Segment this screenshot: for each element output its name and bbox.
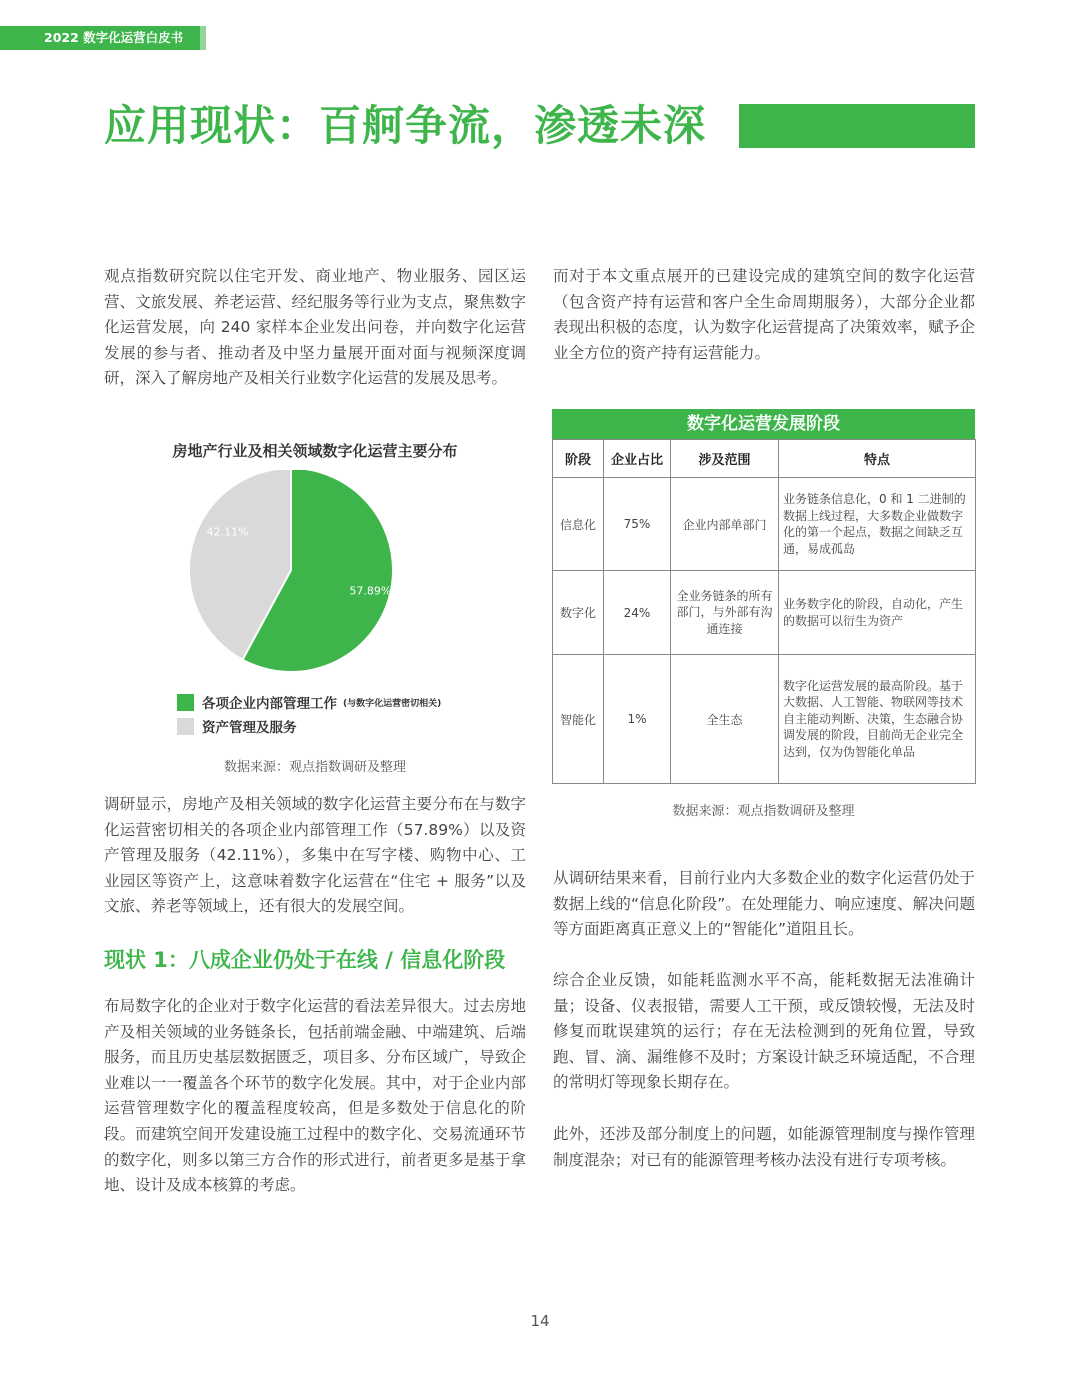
table-row (553, 478, 976, 571)
pie-label-0: 57.89% (349, 584, 392, 598)
legend-swatch-green (177, 694, 194, 711)
page-title: 应用现状：百舸争流，渗透未深 (104, 101, 707, 150)
table-cell: 1% (604, 655, 671, 784)
header-tab: 2022 数字化运营白皮书 (0, 26, 200, 50)
table-cell: 全业务链条的所有部门，与外部有沟通连接 (671, 571, 779, 655)
table-cell: 全生态 (671, 655, 779, 784)
table-header-row (553, 440, 976, 478)
table-cell: 业务链条信息化，0 和 1 二进制的数据上线过程，大多数企业做数字化的第一个起点，数据之间缺乏互通，易成孤岛 (779, 478, 976, 571)
left-paragraph-2: 调研显示，房地产及相关领域的数字化运营主要分布在与数字化运营密切相关的各项企业内部管理工作（57.89%）以及资产管理及服务（42.11%），多集中在写字楼、购物中心、工业园区等资产上，这意味着数字化运营在“住宅 + 服务”以及文旅、养老等领域上，还有很大的发展空间。 (104, 795, 526, 916)
legend-label: 资产管理及服务 (202, 720, 297, 736)
legend-item-internal (177, 690, 441, 714)
title-bar-decoration (739, 104, 975, 148)
table-cell: 信息化 (553, 478, 604, 571)
left-intro-paragraph: 观点指数研究院以住宅开发、商业地产、物业服务、园区运营、文旅发展、养老运营、经纪服务等行业为支点，聚焦数字化运营发展，向 240 家样本企业发出问卷，并向数字化运营发展的参与者、推动者及中坚力量展开面对面与视频深度调研，深入了解房地产及相关行业数字化运营的发展及思考。 (104, 267, 526, 388)
table (552, 439, 976, 784)
table-title: 数字化运营发展阶段 (552, 409, 975, 439)
page-number: 14 (530, 1312, 550, 1330)
legend-label: 各项企业内部管理工作 (202, 696, 337, 712)
left-paragraph-3: 布局数字化的企业对于数字化运营的看法差异很大。过去房地产及相关领域的业务链条长，包括前端金融、中端建筑、后端服务，而且历史基层数据匮乏，项目多、分布区域广，导致企业难以一一覆盖各个环节的数字化发展。其中，对于企业内部运营管理数字化的覆盖程度较高，但是多数处于信息化的阶段。而建筑空间开发建设施工过程中的数字化、交易流通环节的数字化，则多以第三方合作的形式进行，前者更多是基于拿地、设计及成本核算的考虑。 (104, 997, 526, 1195)
table-header: 特点 (779, 440, 976, 478)
table-row (553, 655, 976, 784)
table-cell: 数字化运营发展的最高阶段。基于大数据、人工智能、物联网等技术自主能动判断、决策，生态融合协调发展的阶段，目前尚无企业完全达到，仅为伪智能化单品 (779, 655, 976, 784)
right-paragraph-2: 从调研结果来看，目前行业内大多数企业的数字化运营仍处于数据上线的“信息化阶段”。在处理能力、响应速度、解决问题等方面距离真正意义上的“智能化”道阻且长。 (553, 869, 975, 939)
stage-table (552, 409, 975, 784)
pie-chart-title: 房地产行业及相关领域数字化运营主要分布 (172, 442, 458, 460)
table-header: 涉及范围 (671, 440, 779, 478)
legend-item-asset (177, 714, 441, 738)
table-header: 阶段 (553, 440, 604, 478)
pie-source: 数据来源：观点指数调研及整理 (223, 760, 406, 775)
table-cell: 企业内部单部门 (671, 478, 779, 571)
right-paragraph-4: 此外，还涉及部分制度上的问题，如能源管理制度与操作管理制度混杂；对已有的能源管理考核办法没有进行专项考核。 (553, 1125, 975, 1169)
table-row (553, 571, 976, 655)
pie-legend (177, 690, 441, 738)
table-source: 数据来源：观点指数调研及整理 (672, 804, 855, 819)
table-cell: 数字化 (553, 571, 604, 655)
right-intro-paragraph: 而对于本文重点展开的已建设完成的建筑空间的数字化运营（包含资产持有运营和客户全生命周期服务），大部分企业都表现出积极的态度，认为数字化运营提高了决策效率，赋予企业全方位的资产持有运营能力。 (553, 267, 975, 362)
section-subheading: 现状 1：八成企业仍处于在线 / 信息化阶段 (104, 948, 506, 972)
table-cell: 业务数字化的阶段，自动化，产生的数据可以衍生为资产 (779, 571, 976, 655)
legend-note: (与数字化运营密切相关) (343, 698, 442, 709)
legend-swatch-gray (177, 718, 194, 735)
pie-chart (180, 470, 410, 690)
table-cell: 智能化 (553, 655, 604, 784)
table-cell: 24% (604, 571, 671, 655)
table-cell: 75% (604, 478, 671, 571)
header-tab-edge (200, 26, 206, 50)
table-header: 企业占比 (604, 440, 671, 478)
right-paragraph-3: 综合企业反馈，如能耗监测水平不高，能耗数据无法准确计量；设备、仪表报错，需要人工干预，或反馈较慢，无法及时修复而耽误建筑的运行；存在无法检测到的死角位置，导致跑、冒、滴、漏维修不及时；方案设计缺乏环境适配，不合理的常明灯等现象长期存在。 (553, 971, 975, 1092)
pie-label-1: 42.11% (206, 525, 249, 539)
